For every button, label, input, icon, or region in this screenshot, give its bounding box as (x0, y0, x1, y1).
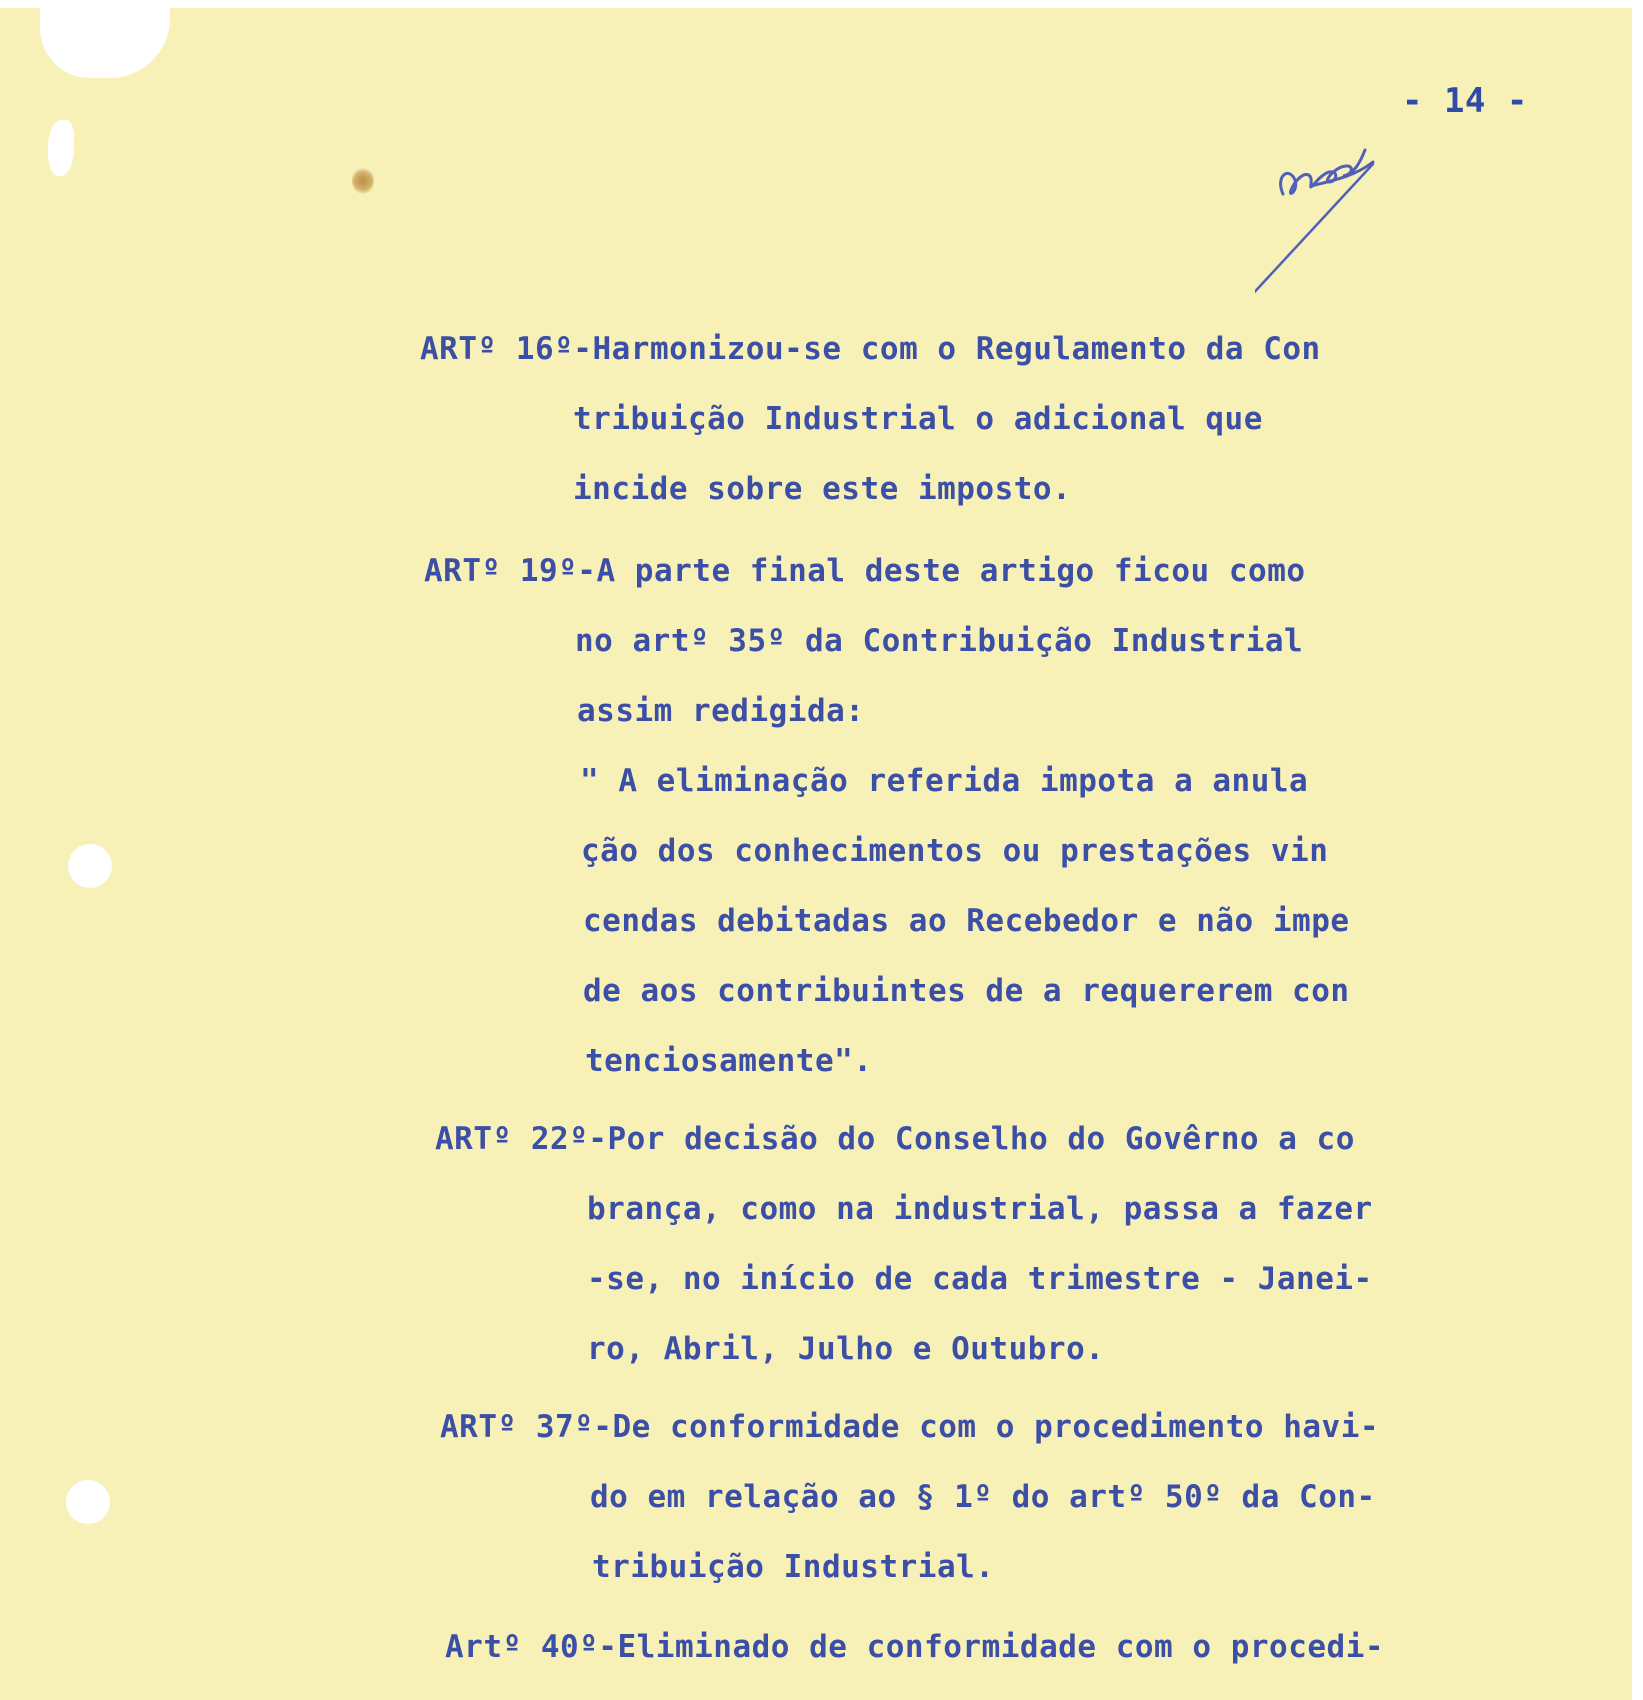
paper-stain (352, 168, 374, 194)
paragraph-line: Artº 40º-Eliminado de conformidade com o procedi- (445, 1629, 1385, 1665)
paragraph-line: brança, como na industrial, passa a fazer (587, 1191, 1373, 1227)
paragraph-line: ARTº 16º-Harmonizou-se com o Regulamento da Con (420, 331, 1321, 367)
paragraph-line: tenciosamente". (585, 1043, 873, 1079)
punch-hole (66, 1480, 110, 1524)
paragraph-line: -se, no início de cada trimestre - Janei- (587, 1261, 1373, 1297)
paragraph-line: ro, Abril, Julho e Outubro. (587, 1331, 1105, 1367)
paragraph-line: assim redigida: (577, 693, 865, 729)
paragraph-line: cendas debitadas ao Recebedor e não impe (583, 903, 1350, 939)
page-number: - 14 - (1402, 81, 1528, 121)
paragraph-line: ARTº 19º-A parte final deste artigo ficou como (424, 553, 1306, 589)
paragraph-line: tribuição Industrial o adicional que (573, 401, 1263, 437)
paragraph-line: do em relação ao § 1º do artº 50º da Con- (590, 1479, 1376, 1515)
paragraph-line: tribuição Industrial. (592, 1549, 995, 1585)
paragraph-line: ção dos conhecimentos ou prestações vin (581, 833, 1329, 869)
paragraph-line: no artº 35º da Contribuição Industrial (575, 623, 1304, 659)
document-page (0, 8, 1632, 1700)
page-edge (1632, 0, 1643, 1700)
paragraph-line: ARTº 22º-Por decisão do Conselho do Govêrno a co (435, 1121, 1355, 1157)
paragraph-line: ARTº 37º-De conformidade com o procedimento havi- (440, 1409, 1380, 1445)
punch-hole (68, 844, 112, 888)
handwritten-initials-icon (1255, 136, 1495, 326)
paragraph-line: incide sobre este imposto. (573, 471, 1072, 507)
torn-corner (40, 8, 170, 78)
paragraph-line: de aos contribuintes de a requererem con (583, 973, 1350, 1009)
torn-edge (48, 120, 74, 176)
paragraph-line: " A eliminação referida impota a anula (580, 763, 1309, 799)
